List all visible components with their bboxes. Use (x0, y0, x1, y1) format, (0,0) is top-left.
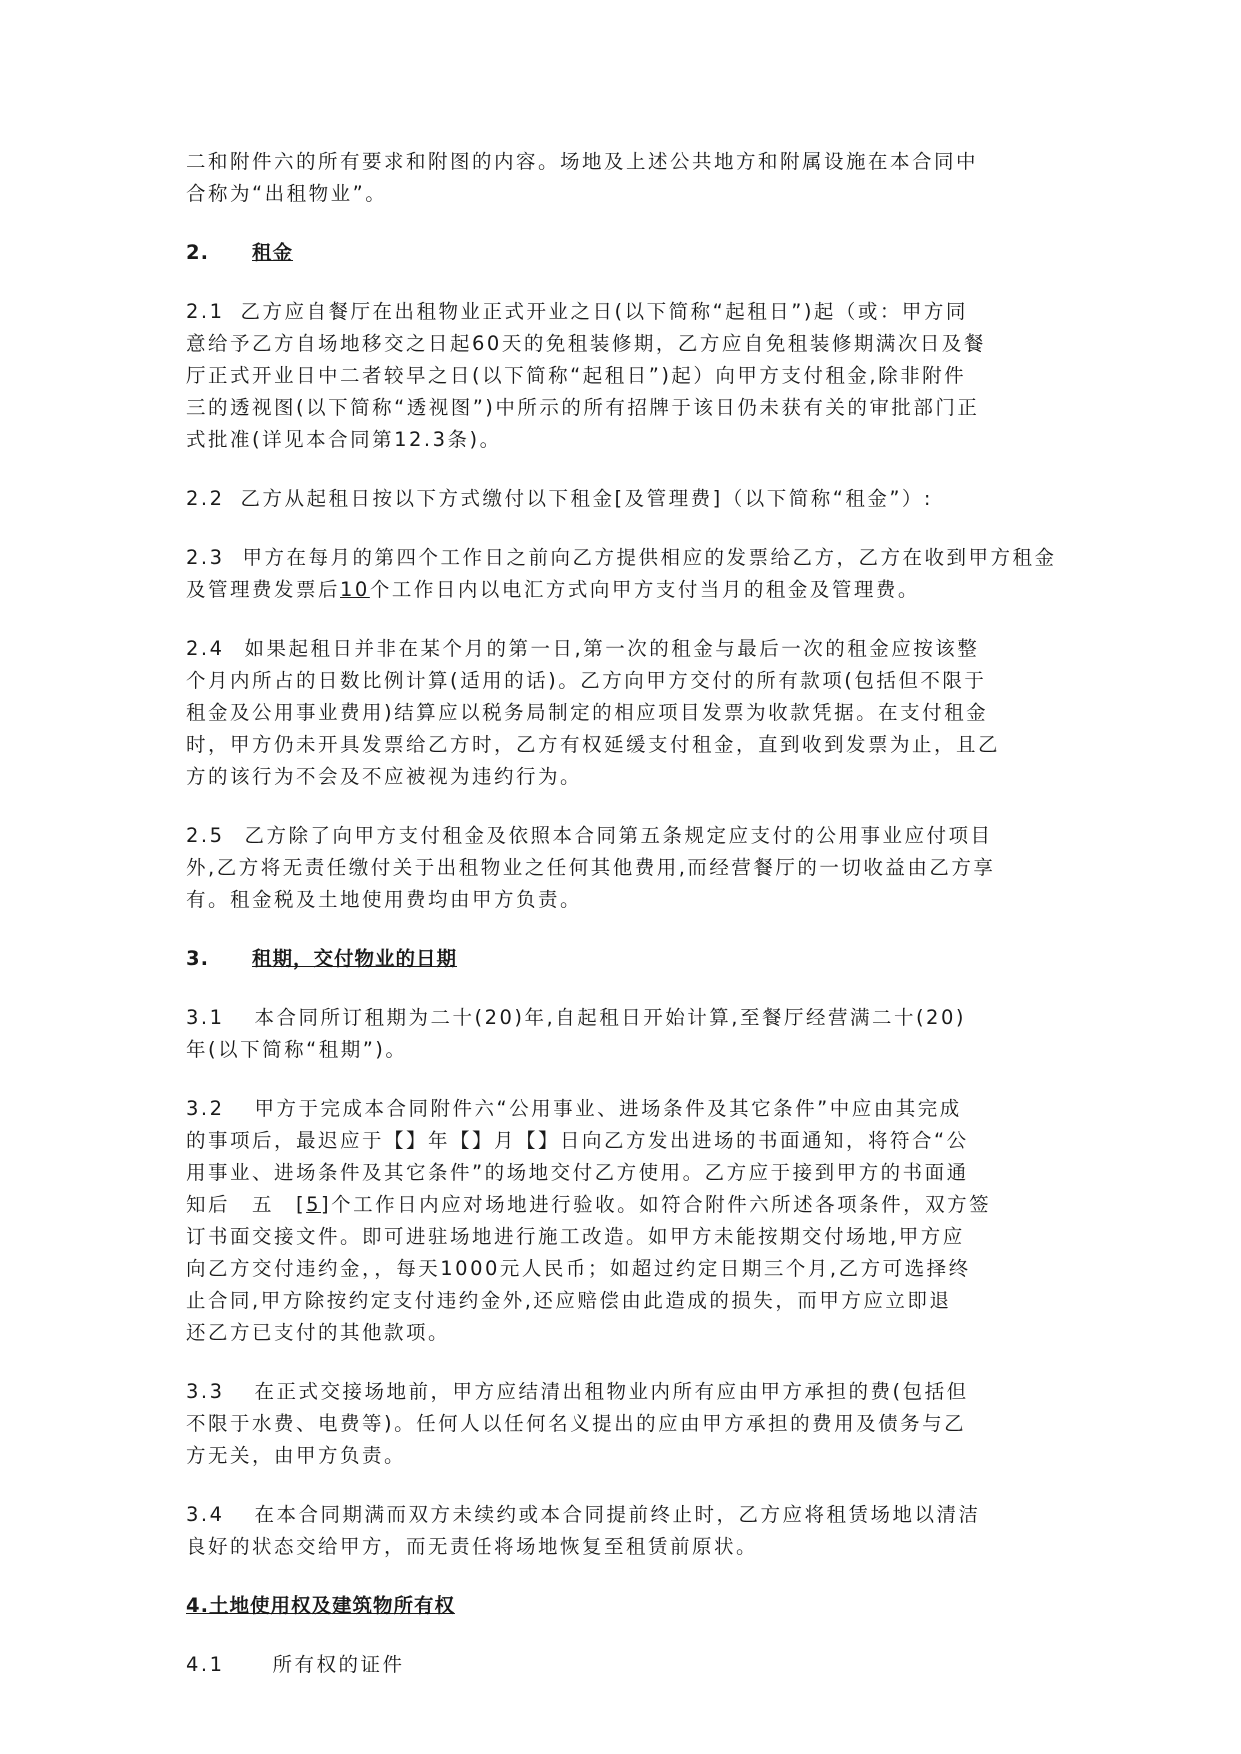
clause-2-1 (186, 296, 1086, 328)
clause-number: 2.2 (186, 487, 225, 510)
contract-text (186, 146, 1086, 1681)
clause-line: 方无关，由甲方负责。 (186, 1444, 407, 1467)
clause-line: 在本合同期满而双方未续约或本合同提前终止时，乙方应将租赁场地以清洁 (254, 1503, 981, 1526)
clause-line: 在正式交接场地前，甲方应结清出租物业内所有应由甲方承担的费(包括但 (254, 1380, 969, 1403)
clause-number: 3.1 (186, 1006, 225, 1029)
clause-4-1 (186, 1649, 1086, 1681)
clause-3-4 (186, 1499, 1086, 1531)
clause-2-3 (186, 542, 1086, 574)
clause-line (186, 574, 1086, 606)
clause-line: 的事项后，最迟应于【】年【】月【】日向乙方发出进场的书面通知，将符合“公 (186, 1129, 969, 1152)
clause-number: 2.5 (186, 824, 225, 847)
clause-line: 乙方除了向甲方支付租金及依照本合同第五条规定应支付的公用事业应付项目 (244, 824, 993, 847)
clause-text: 及管理费发票后 (186, 578, 341, 601)
clause-line: 个月内所占的日数比例计算(适用的话)。乙方向甲方交付的所有款项(包括但不限于 (186, 669, 987, 692)
clause-line: 厅正式开业日中二者较早之日(以下简称“起租日”)起）向甲方支付租金,除非附件 (186, 364, 967, 387)
clause-line: 不限于水费、电费等)。任何人以任何名义提出的应由甲方承担的费用及债务与乙 (186, 1412, 967, 1435)
clause-line: 乙方从起租日按以下方式缴付以下租金[及管理费]（以下简称“租金”）: (240, 487, 934, 510)
clause-number: 2.4 (186, 637, 225, 660)
clause-line: 所有权的证件 (272, 1653, 405, 1676)
intro-line: 二和附件六的所有要求和附图的内容。场地及上述公共地方和附属设施在本合同中 (186, 150, 979, 173)
clause-number: 2.1 (186, 300, 225, 323)
clause-line: 三的透视图(以下简称“透视图”)中所示的所有招牌于该日仍未获有关的审批部门正 (186, 396, 980, 419)
clause-2-2 (186, 483, 1086, 515)
clause-line: 时，甲方仍未开具发票给乙方时，乙方有权延缓支付租金，直到收到发票为止，且乙 (186, 733, 1001, 756)
inspection-days: 5 (306, 1193, 322, 1216)
clause-3-2 (186, 1093, 1086, 1125)
payment-days: 10 (340, 578, 370, 601)
intro-line: 合称为“出租物业”。 (186, 182, 388, 205)
clause-line: 年(以下简称“租期”)。 (186, 1038, 408, 1061)
clause-text: 知后 五 [ (186, 1193, 307, 1216)
clause-line: 订书面交接文件。即可进驻场地进行施工改造。如甲方未能按期交付场地,甲方应 (186, 1225, 965, 1248)
clause-number: 4.1 (186, 1653, 225, 1676)
section-number: 2. (186, 241, 209, 264)
clause-line: 向乙方交付违约金，，每天1000元人民币；如超过约定日期三个月,乙方可选择终 (186, 1257, 971, 1280)
clause-line: 如果起租日并非在某个月的第一日,第一次的租金与最后一次的租金应按该整 (244, 637, 980, 660)
section-title: 租金 (252, 241, 294, 264)
clause-line: 租金及公用事业费用)结算应以税务局制定的相应项目发票为收款凭据。在支付租金 (186, 701, 989, 724)
clause-line: 乙方应自餐厅在出租物业正式开业之日(以下简称“起租日”)起（或：甲方同 (240, 300, 968, 323)
clause-line: 本合同所订租期为二十(20)年,自起租日开始计算,至餐厅经营满二十(20) (254, 1006, 966, 1029)
section-3-heading (186, 943, 1086, 975)
clause-line: 式批准(详见本合同第12.3条)。 (186, 428, 502, 451)
clause-text: ]个工作日内应对场地进行验收。如符合附件六所述各项条件，双方签 (321, 1193, 992, 1216)
clause-line: 甲方在每月的第四个工作日之前向乙方提供相应的发票给乙方，乙方在收到甲方租金 (242, 546, 1057, 569)
clause-line (186, 1189, 1086, 1221)
clause-line: 外,乙方将无责任缴付关于出租物业之任何其他费用,而经营餐厅的一切收益由乙方享 (186, 856, 996, 879)
clause-line: 止合同,甲方除按约定支付违约金外,还应赔偿由此造成的损失，而甲方应立即退 (186, 1289, 952, 1312)
clause-line: 还乙方已支付的其他款项。 (186, 1321, 451, 1344)
clause-line: 意给予乙方自场地移交之日起60天的免租装修期，乙方应自免租装修期满次日及餐 (186, 332, 986, 355)
clause-line: 用事业、进场条件及其它条件”的场地交付乙方使用。乙方应于接到甲方的书面通 (186, 1161, 969, 1184)
clause-line: 有。租金税及土地使用费均由甲方负责。 (186, 888, 583, 911)
clause-number: 3.3 (186, 1380, 225, 1403)
clause-number: 2.3 (186, 546, 225, 569)
clause-line: 甲方于完成本合同附件六“公用事业、进场条件及其它条件”中应由其完成 (254, 1097, 962, 1120)
section-4-heading: 4.土地使用权及建筑物所有权 (186, 1594, 455, 1617)
section-number: 3. (186, 947, 209, 970)
section-title: 租期，交付物业的日期 (252, 947, 458, 970)
clause-2-5 (186, 820, 1086, 852)
section-2-heading (186, 237, 1086, 269)
clause-line: 良好的状态交给甲方，而无责任将场地恢复至租赁前原状。 (186, 1535, 759, 1558)
clause-number: 3.4 (186, 1503, 225, 1526)
clause-2-4 (186, 633, 1086, 665)
clause-3-3 (186, 1376, 1086, 1408)
clause-number: 3.2 (186, 1097, 225, 1120)
clause-text: 个工作日内以电汇方式向甲方支付当月的租金及管理费。 (369, 578, 920, 601)
clause-line: 方的该行为不会及不应被视为违约行为。 (186, 765, 583, 788)
clause-3-1 (186, 1002, 1086, 1034)
